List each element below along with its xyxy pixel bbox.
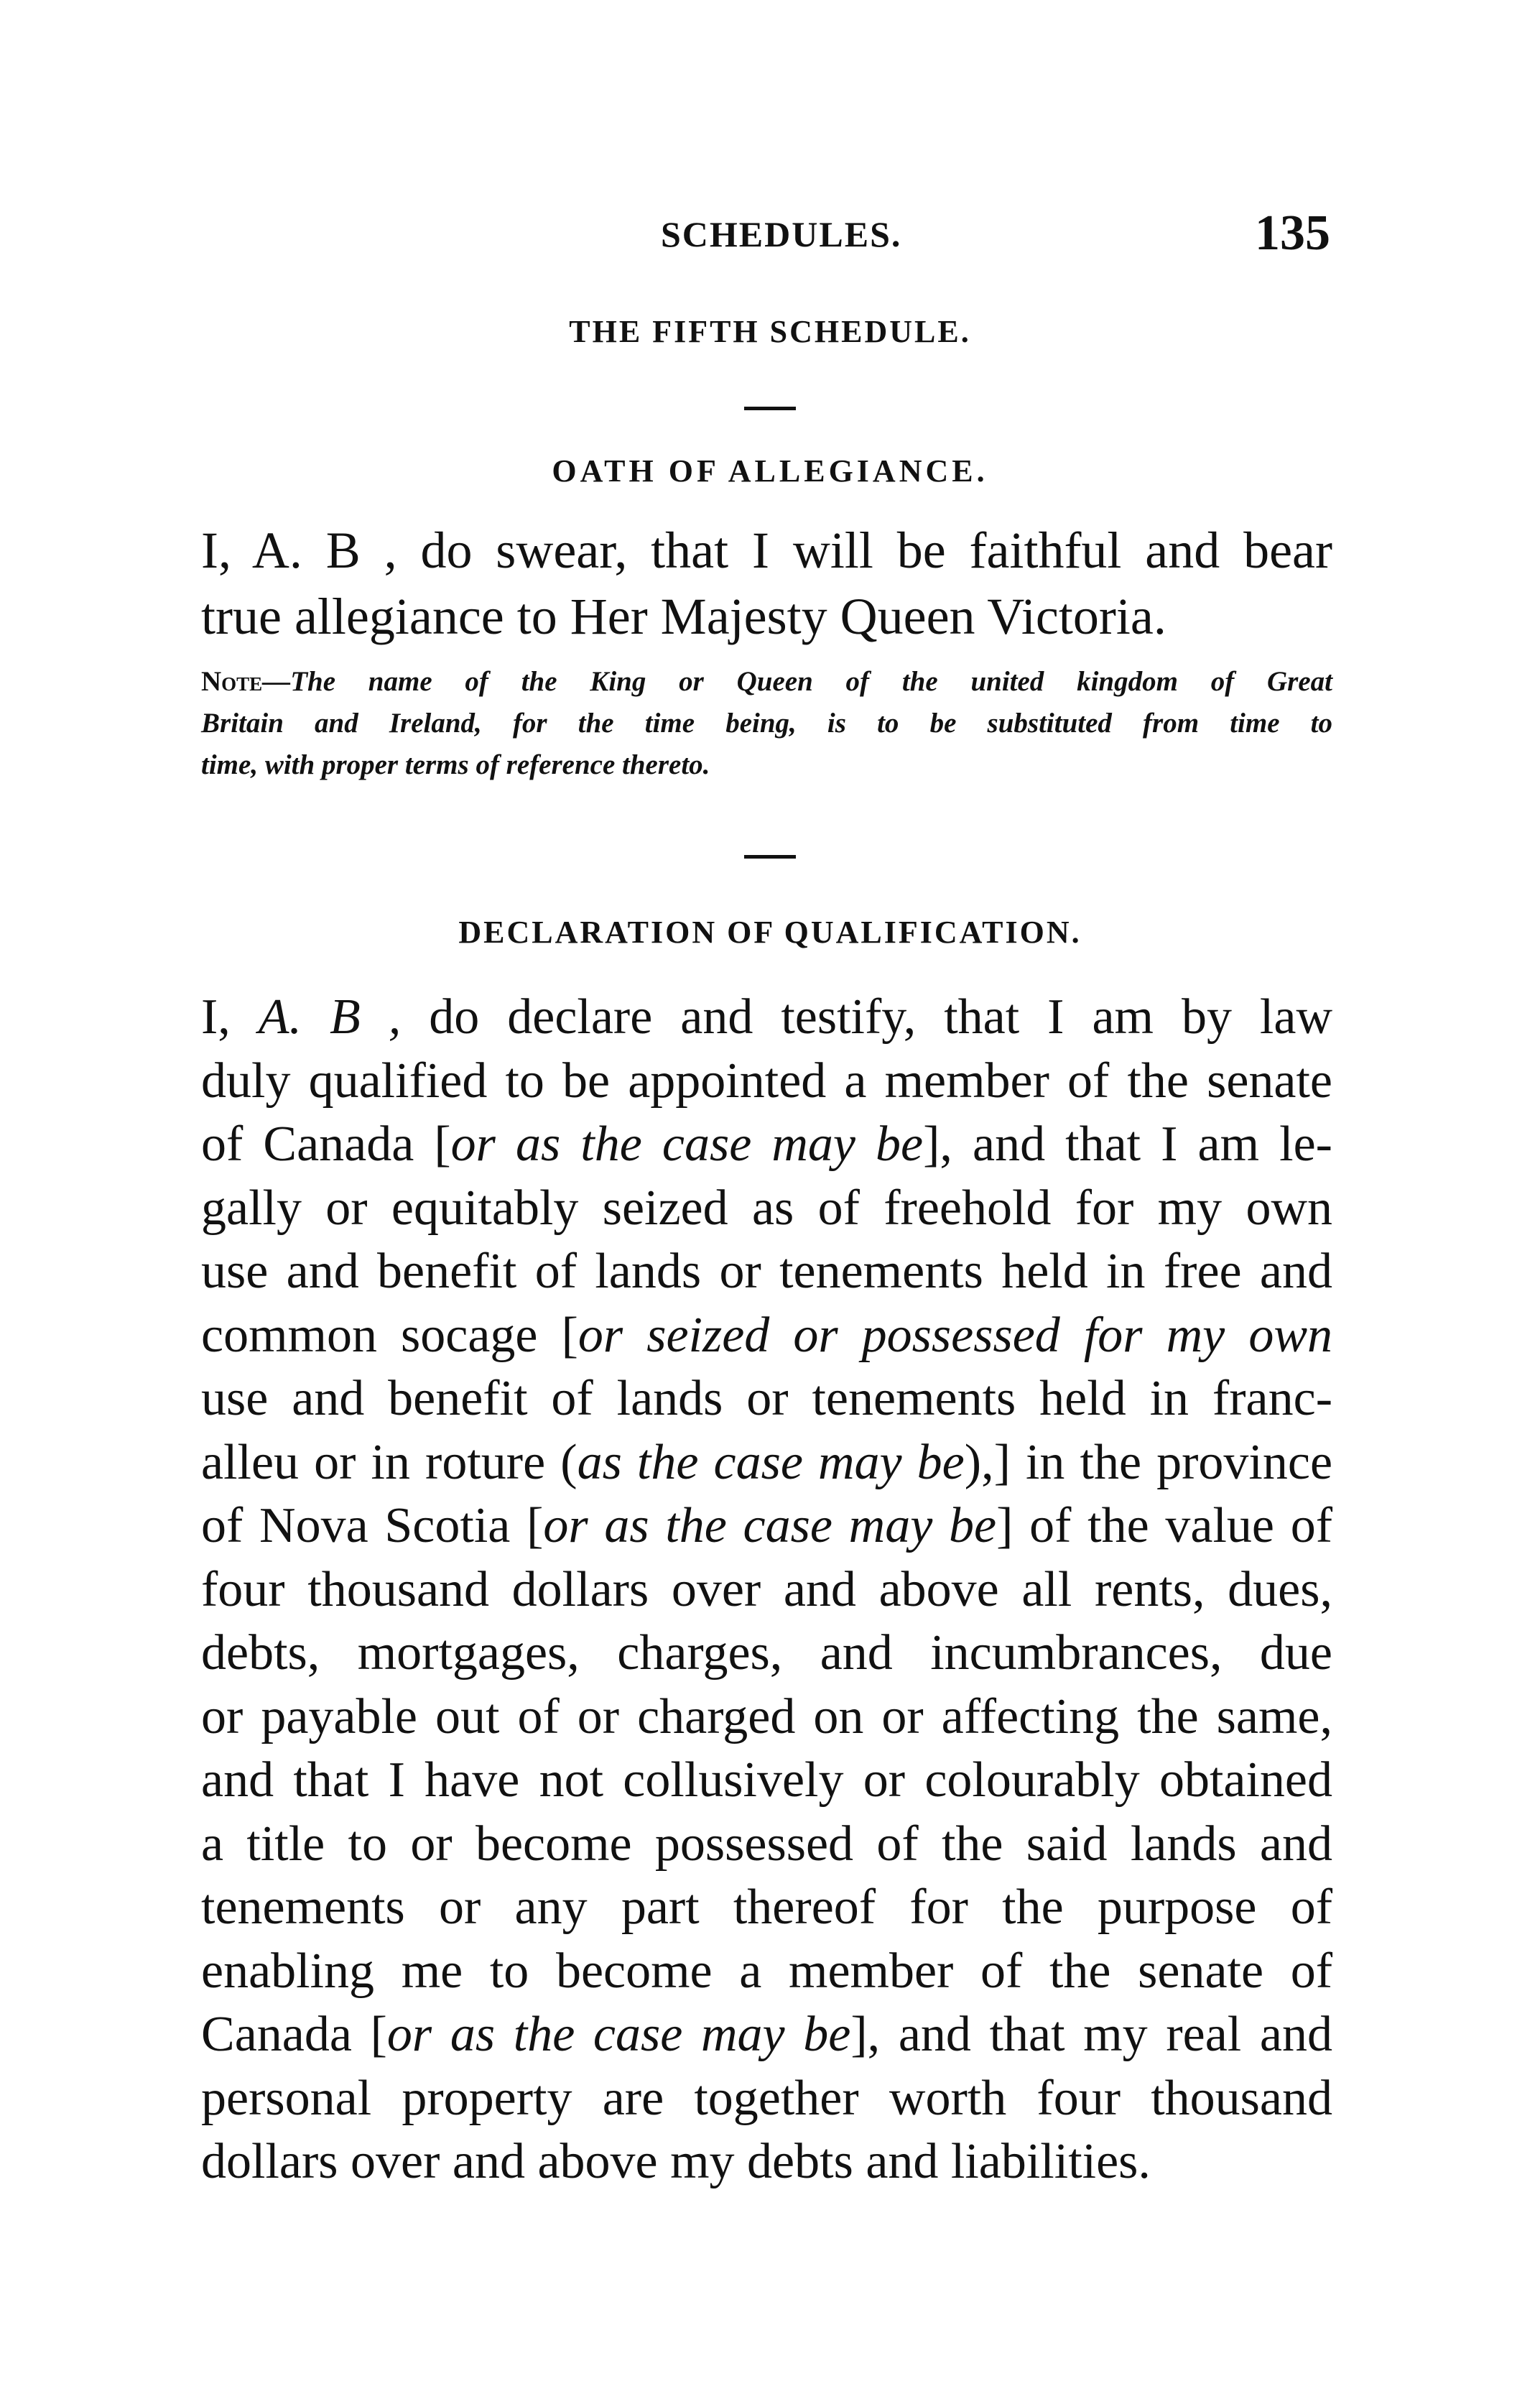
declaration-heading: DECLARATION OF QUALIFICATION. [458, 915, 1082, 950]
declaration-opening: I, [201, 989, 231, 1045]
note-line [201, 661, 1332, 703]
note-paragraph [201, 661, 1332, 786]
declaration-line: enabling me to become a member of the senate of [201, 1943, 1332, 1999]
declaration-line: I, A. B , do declare and testify, that I am by law [201, 989, 1332, 1045]
note-line: Britain and Ireland, for the time being, is to be substituted from time to [201, 708, 1332, 739]
note-label: Note [201, 666, 263, 697]
oath-heading: OATH OF ALLEGIANCE. [552, 453, 988, 489]
case-aside: or as the case may be [543, 1498, 997, 1553]
note-line: time, with proper terms of reference thereto. [201, 749, 710, 780]
schedule-title: THE FIFTH SCHEDULE. [569, 314, 971, 349]
note-line-text: —The name of the King or Queen of the united kingdom of Great [262, 666, 1332, 697]
declaration-line: gally or equitably seized as of freehold for my own [201, 1180, 1332, 1236]
declaration-line: of Canada [or as the case may be], and that I am le- [201, 1117, 1332, 1172]
case-aside: or as the case may be [386, 2007, 851, 2062]
declaration-line: tenements or any part thereof for the purpose of [201, 1880, 1332, 1935]
section-rule [744, 407, 796, 410]
declaration-line: use and benefit of lands or tenements held in franc- [201, 1371, 1332, 1426]
page-number: 135 [1255, 205, 1330, 261]
running-head [201, 205, 1350, 262]
declaration-line: and that I have not collusively or colourably obtained [201, 1752, 1332, 1808]
case-aside: or as the case may be [450, 1117, 924, 1172]
declaration-line: of Nova Scotia [or as the case may be] of the value of [201, 1498, 1333, 1553]
declaration-line: Canada [or as the case may be], and that my real and [201, 2007, 1333, 2062]
declaration-line: four thousand dollars over and above all rents, dues, [201, 1561, 1332, 1617]
section-rule [744, 855, 796, 859]
oath-line: true allegiance to Her Majesty Queen Victoria. [201, 588, 1166, 645]
declaration-line: a title to or become possessed of the said lands and [201, 1816, 1332, 1872]
declaration-line: duly qualified to be appointed a member of the senate [201, 1053, 1332, 1109]
declaration-line: personal property are together worth four thousand [201, 2070, 1332, 2126]
declaration-line: dollars over and above my debts and liabilities. [201, 2134, 1151, 2189]
declaration-line: or payable out of or charged on or affecting the same, [201, 1688, 1332, 1744]
running-title: SCHEDULES. [661, 214, 902, 254]
signatory-placeholder: A. B , [258, 989, 402, 1045]
declaration-paragraph [201, 986, 1332, 2194]
declaration-line: common socage [or seized or possessed for my own [201, 1307, 1333, 1363]
oath-line: I, A. B , do swear, that I will be faithful and bear [201, 522, 1332, 579]
declaration-line: use and benefit of lands or tenements held in free and [201, 1244, 1332, 1299]
case-aside: as the case may be [577, 1434, 965, 1490]
oath-paragraph [201, 517, 1332, 650]
declaration-line: debts, mortgages, charges, and incumbrances, due [201, 1625, 1332, 1681]
declaration-line: alleu or in roture (as the case may be),] in the province [201, 1434, 1333, 1490]
